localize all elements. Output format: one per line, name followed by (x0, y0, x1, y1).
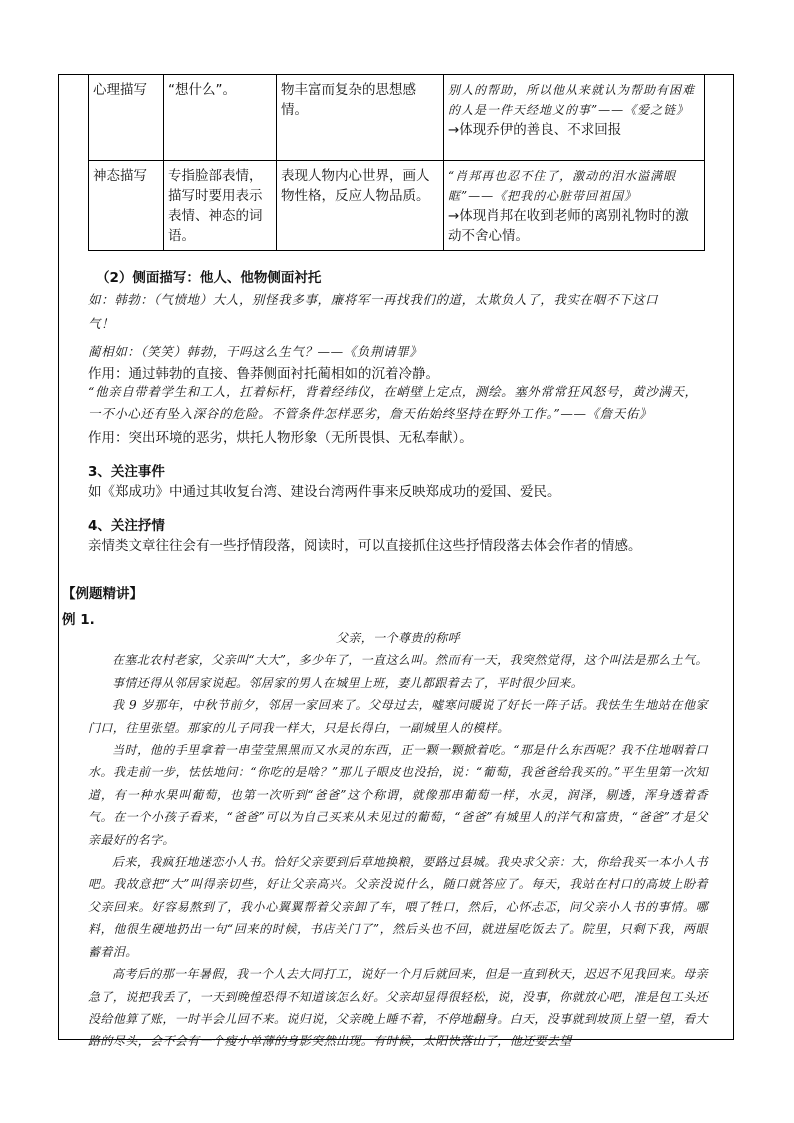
function-note: 作用：突出环境的恶劣，烘托人物形象（无所畏惧、无私奉献）。 (88, 430, 473, 446)
section-title: 【例题精讲】 (62, 586, 143, 602)
example-quote: “肖邦再也忍不住了，激动的泪水溢满眼眶”——《把我的心脏带回祖国》 (448, 169, 677, 203)
example-quote: 别人的帮助，所以他从来就认为帮助有困难的人是一件天经地义的事”——《爱之链》 (448, 83, 696, 117)
table-cell-method: “想什么”。 (164, 75, 277, 161)
lyric-text: 亲情类文章往往会有一些抒情段落，阅读时，可以直接抓住这些抒情段落去体会作者的情感。 (88, 538, 642, 554)
example-text: 蔺相如：（笑笑）韩勃，干吗这么生气？——《负荆请罪》 (88, 344, 423, 359)
table-cell-example (444, 161, 705, 251)
table-cell-example (444, 75, 705, 161)
function-note: 作用：通过韩勃的直接、鲁莽侧面衬托蔺相如的沉着冷静。 (88, 366, 439, 382)
example-label: 例 1. (62, 612, 95, 628)
example-text: 气！ (88, 316, 115, 331)
passage-paragraph: 高考后的那一年暑假，我一个人去大同打工，说好一个月后就回来，但是一直到秋天，迟迟不见我回来。母亲急了，说把我丢了，一天到晚惶恐得不知道该怎么好。父亲却显得很轻松，说，没事，你就放心吧，准是包工头还没给他算了账，一时半会儿回不来。说归说，父亲晚上睡不着，不停地翻身。白天，没事就到坡顶上望一望，看大路的尽头，会不会有一个瘦小单薄的身影突然出现。有时候，太阳快落山了，他还要去望 (88, 967, 709, 1049)
example-text: 如：韩勃：（气愤地）大人，别怪我多事，廉将军一再找我们的道，太欺负人了，我实在咽不下这口 (88, 292, 659, 307)
passage-paragraph: 事情还得从邻居家说起。邻居家的男人在城里上班，妻儿都跟着去了，平时很少回来。 (112, 675, 584, 690)
passage-paragraph: 在塞北农村老家，父亲叫“大大”，多少年了，一直这么叫。然而有一天，我突然觉得，这个叫法是那么土气。 (112, 653, 708, 668)
example-note: →体现肖邦在收到老师的离别礼物时的激动不舍心情。 (448, 208, 689, 244)
passage-paragraph: 我 9 岁那年，中秋节前夕，邻居一家回来了。父母过去，嘘寒问暖说了好长一阵子话。我怯生生地站在他家门口，往里张望。那家的儿子同我一样大，只是长得白，一副城里人的模样。 (88, 698, 708, 735)
passage-paragraph: 后来，我疯狂地迷恋小人书。恰好父亲要到后草地换粮，要路过县城。我央求父亲：大，你给我买一本小人书吧。我故意把“大”叫得亲切些，好让父亲高兴。父亲没说什么，随口就答应了。每天，我站在村口的高坡上盼着父亲回来。好容易熬到了，我小心翼翼帮着父亲卸了车，喂了牲口，然后，心怀忐忑，问父亲小人书的事情。哪料，他很生硬地扔出一句“回来的时候，书店关门了”，然后头也不回，就进屋吃饭去了。院里，只剩下我，两眼蓄着泪。 (88, 855, 708, 959)
description-table (88, 74, 705, 251)
table-cell-type: 神态描写 (89, 161, 164, 251)
event-heading: 3、关注事件 (88, 464, 165, 480)
table-row (89, 75, 705, 161)
table-cell-effect: 物丰富而复杂的思想感情。 (277, 75, 444, 161)
event-text: 如《郑成功》中通过其收复台湾、建设台湾两件事来反映郑成功的爱国、爱民。 (88, 484, 561, 500)
table-row (89, 161, 705, 251)
example-passage (88, 627, 708, 1053)
passage-title: 父亲，一个尊贵的称呼 (335, 631, 460, 645)
lyric-heading: 4、关注抒情 (88, 518, 165, 534)
table-cell-type: 心理描写 (89, 75, 164, 161)
example-text: 一不小心还有坠入深谷的危险。不管条件怎样恶劣，詹天佑始终坚持在野外工作。”——《詹天佑》 (88, 406, 653, 421)
example-text: “他亲自带着学生和工人，扛着标杆，背着经纬仪，在峭壁上定点，测绘。塞外常常狂风怒号，黄沙满天， (88, 384, 698, 399)
passage-paragraph: 当时，他的手里拿着一串莹莹黑黑而又水灵的东西，正一颗一颗掀着吃。“那是什么东西呢？我不住地咽着口水。我走前一步，怯怯地问：“你吃的是啥？”那儿子眼皮也没抬，说：“葡萄，我爸爸给我买的。”平生里第一次知道，有一种水果叫葡萄，也第一次听到“爸爸”这个称谓，就像那串葡萄一样，水灵，润泽，剔透，浑身透着香气。在一个小孩子看来，“爸爸”可以为自己买来从未见过的葡萄，“爸爸”有城里人的洋气和富贵，“爸爸”才是父亲最好的名字。 (88, 743, 708, 847)
table-cell-effect: 表现人物内心世界，画人物性格，反应人物品质。 (277, 161, 444, 251)
side-description-heading: （2）侧面描写：他人、他物侧面衬托 (96, 270, 322, 286)
table-cell-method: 专指脸部表情，描写时要用表示表情、神态的词语。 (164, 161, 277, 251)
example-note: →体现乔伊的善良、不求回报 (448, 122, 622, 138)
